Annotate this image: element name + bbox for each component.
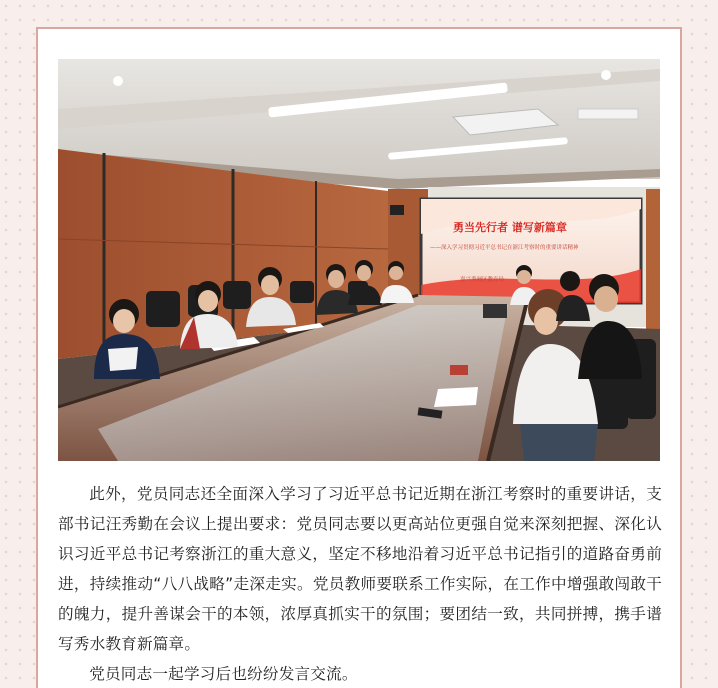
screen-subtitle: ——深入学习贯彻习近平总书记在浙江考察时的重要讲话精神	[430, 245, 579, 251]
meeting-photo-illustration	[58, 59, 660, 461]
screen-org: 嘉兴秀洲区教育局	[460, 277, 505, 283]
article-paragraph: 此外，党员同志还全面深入学习了习近平总书记近期在浙江考察时的重要讲话，支部书记汪秀勤在会议上提出要求：党员同志要以更高站位更强自觉来深刻把握、深化认识习近平总书记考察浙江的重大意义，坚定不移地沿着习近平总书记指引的道路奋勇前进，持续推动“八八战略”走深走实。党员教师要联系工作实际，在工作中增强敢闯敢干的魄力，提升善谋会干的本领，浓厚真抓实干的氛围；要团结一致，共同拼搏，携手谱写秀水教育新篇章。	[58, 485, 662, 653]
meeting-photo	[58, 59, 660, 461]
article-card	[36, 27, 682, 688]
article-paragraph: 党员同志一起学习后也纷纷发言交流。	[89, 665, 358, 683]
screen-title: 勇当先行者 谱写新篇章	[453, 221, 567, 234]
laptop	[483, 304, 507, 318]
article-body	[58, 479, 662, 688]
